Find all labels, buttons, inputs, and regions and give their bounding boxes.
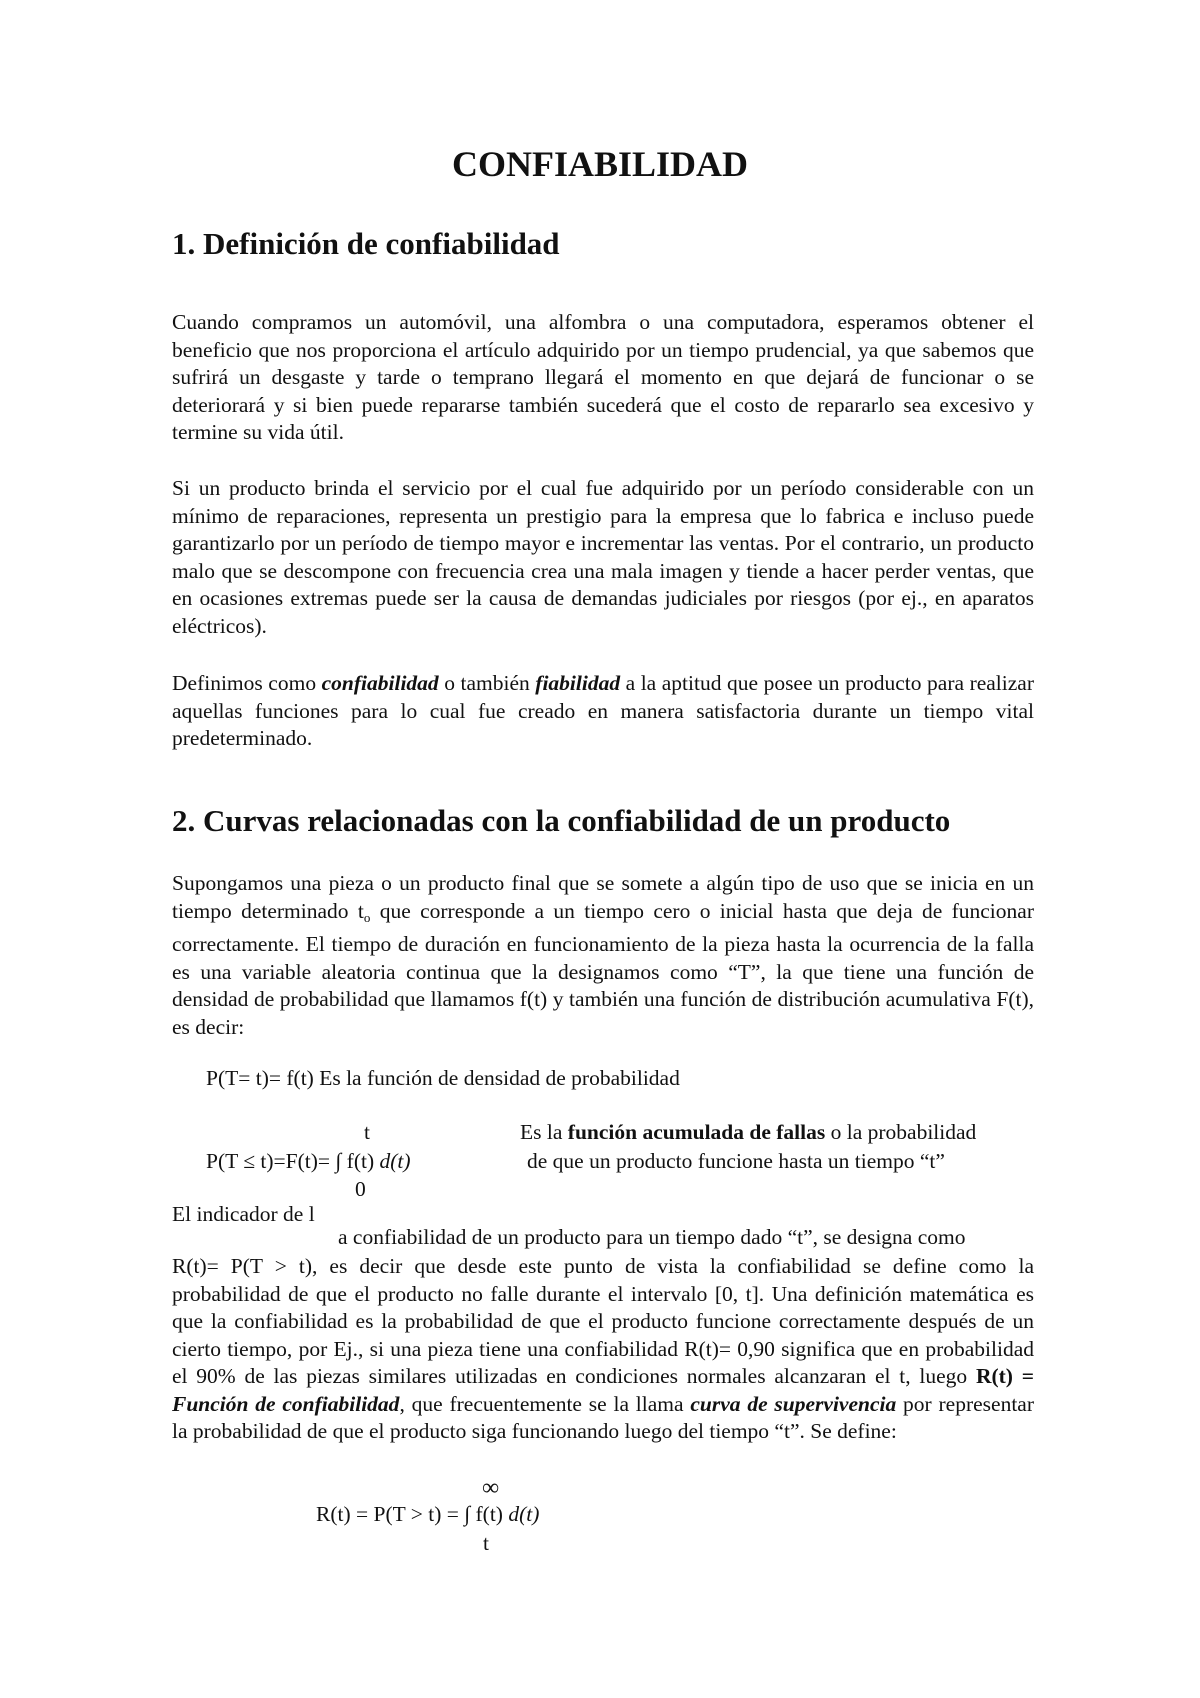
term-confiabilidad: confiabilidad	[321, 671, 439, 695]
integral-t-limit: t	[483, 1531, 489, 1555]
equation-cumulative: P(T ≤ t)=F(t)= ∫ f(t) d(t)	[206, 1149, 411, 1173]
indicator-tail-text: a confiabilidad de un producto para un tiempo dado “t”, se designa como	[338, 1225, 966, 1249]
document-title: CONFIABILIDAD	[451, 144, 749, 184]
section-2-heading: 2. Curvas relacionadas con la confiabilidad de un producto	[172, 803, 951, 838]
integral-infinity-limit: ∞	[482, 1475, 500, 1501]
integral-lower-limit: 0	[355, 1177, 366, 1201]
equation-reliability: R(t) = P(T > t) = ∫ f(t) d(t)	[316, 1502, 540, 1526]
cumulative-description-line-2: de que un producto funcione hasta un tiempo “t”	[527, 1149, 945, 1173]
section-1-paragraph-1: Cuando compramos un automóvil, una alfombra o una computadora, esperamos obtener el beneficio que nos proporciona el artículo adquirido por un tiempo prudencial, ya que sabemos que sufrirá un desgaste y tarde o temprano llegará el momento en que dejará de funcionar o se deteriorará y si bien puede repararse también sucederá que el costo de repararlo sea excesivo y termine su vida útil.	[172, 310, 1034, 444]
integral-upper-limit: t	[364, 1120, 370, 1144]
term-curva-de-supervivencia: curva de supervivencia	[690, 1391, 897, 1416]
section-1-heading: 1. Definición de confiabilidad	[172, 226, 560, 261]
indicator-lead-text: El indicador de l	[172, 1202, 315, 1226]
term-funcion-de-confiabilidad: Función de confiabilidad	[172, 1391, 400, 1416]
section-1-paragraph-2: Si un producto brinda el servicio por el cual fue adquirido por un período considerable con un mínimo de reparaciones, representa un prestigio para la empresa que lo fabrica e incluso puede garantizarlo por un período de tiempo mayor e incrementar las ventas. Por el contrario, un producto malo que se descompone con frecuencia crea una mala imagen y tiende a hacer perder ventas, que en ocasiones extremas puede ser la causa de demandas judiciales por riesgos (por ej., en aparatos eléctricos).	[172, 476, 1034, 638]
section-1-paragraph-3: Definimos como confiabilidad o también fiabilidad a la aptitud que posee un producto para realizar aquellas funciones para lo cual fue creado en manera satisfactoria durante un tiempo vital predeterminado.	[172, 671, 1034, 750]
equation-density: P(T= t)= f(t) Es la función de densidad de probabilidad	[206, 1066, 680, 1090]
term-fiabilidad: fiabilidad	[535, 671, 621, 695]
section-2-paragraph-2: R(t)= P(T > t), es decir que desde este punto de vista la confiabilidad se define como la probabilidad de que el producto no falle durante el intervalo [0, t]. Una definición matemática es que la confiabilidad es la probabilidad de que el producto funcione correctamente después de un cierto tiempo, por Ej., si una pieza tiene una confiabilidad R(t)= 0,90 significa que en probabilidad el 90% de las piezas similares utilizadas en condiciones normales alcanzaran el t, luego R(t) = Función de confiabilidad, que frecuentemente se la llama curva de supervivencia por representar la probabilidad de que el producto siga funcionando luego del tiempo “t”. Se define:	[172, 1254, 1034, 1443]
section-2-paragraph-1: Supongamos una pieza o un producto final que se somete a algún tipo de uso que se inicia en un tiempo determinado $t_o$ que corresponde a un tiempo cero o inicial hasta que deja de funcionar correctamente. El tiempo de duración en funcionamiento de la pieza hasta la ocurrencia de la falla es una variable aleatoria continua que la designamos como “T”, la que tiene una función de densidad de probabilidad que llamamos f(t) y también una función de distribución acumulativa F(t), es decir:	[172, 871, 1034, 1039]
cumulative-description-line-1: Es la función acumulada de fallas o la probabilidad	[520, 1120, 977, 1144]
